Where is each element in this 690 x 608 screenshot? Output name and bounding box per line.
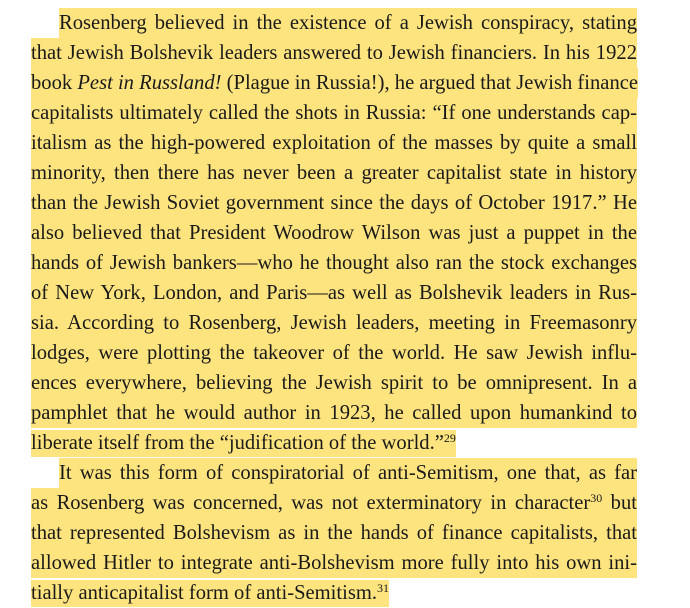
paragraph-1-line-13 — [31, 368, 637, 398]
text-segment: tially anticapitalist form of anti-Semitism. — [31, 582, 378, 604]
highlighted-text: italism as the high-powered exploitation of the masses by quite a small — [31, 128, 637, 158]
highlighted-text: Rosenberg believed in the existence of a Jewish conspiracy, stating — [59, 8, 637, 38]
paragraph-1-line-15 — [31, 428, 456, 458]
highlighted-text: allowed Hitler to integrate anti-Bolshevism more fully into his own ini- — [31, 548, 637, 578]
text-segment: book — [31, 72, 78, 94]
paragraph-1-line-9 — [31, 248, 637, 278]
footnote-marker: 29 — [443, 431, 456, 445]
highlighted-text: sia. According to Rosenberg, Jewish leaders, meeting in Freemasonry — [31, 308, 637, 338]
highlighted-text: capitalists ultimately called the shots in Russia: “If one understands cap- — [31, 98, 637, 128]
paragraph-1-line-8 — [31, 218, 637, 248]
paragraph-1-line-7 — [31, 188, 637, 218]
paragraph-1-line-6 — [31, 158, 637, 188]
highlighted-text: minority, then there has never been a greater capitalist state in history — [31, 158, 637, 188]
highlighted-text: lodges, were plotting the takeover of the world. He saw Jewish influ- — [31, 338, 637, 368]
paragraph-1-line-12 — [31, 338, 637, 368]
footnote-marker: 31 — [377, 581, 390, 595]
text-segment: but — [602, 492, 637, 514]
highlighted-text: that Jewish Bolshevik leaders answered to Jewish financiers. In his 1922 — [31, 38, 637, 68]
highlighted-text — [31, 488, 637, 518]
book-title: Pest in Russland! — [77, 72, 222, 94]
highlighted-text: It was this form of conspiratorial of anti-Semitism, one that, as far — [59, 458, 637, 488]
paragraph-2-line-4 — [31, 548, 637, 578]
paragraph-2-line-2 — [31, 488, 637, 518]
highlighted-text: ences everywhere, believing the Jewish spirit to be omnipresent. In a — [31, 368, 637, 398]
paragraph-1-line-10 — [31, 278, 637, 308]
highlighted-text: than the Jewish Soviet government since the days of October 1917.” He — [31, 188, 637, 218]
highlighted-text — [31, 580, 389, 607]
paragraph-1-line-2 — [31, 38, 637, 68]
paragraph-1-line-11 — [31, 308, 637, 338]
highlighted-text: that represented Bolshevism as in the hands of finance capitalists, that — [31, 518, 637, 548]
highlighted-text: hands of Jewish bankers—who he thought also ran the stock exchanges — [31, 248, 637, 278]
paragraph-2-line-3 — [31, 518, 637, 548]
text-segment: liberate itself from the “judification of the world.” — [31, 432, 444, 454]
text-segment: (Plague in Russia!), he argued that Jewish finance — [221, 72, 639, 94]
highlighted-text: of New York, London, and Paris—as well as Bolshevik leaders in Rus- — [31, 278, 637, 308]
text-segment: as Rosenberg was concerned, was not exterminatory in character — [31, 492, 591, 514]
highlighted-text — [31, 68, 638, 98]
paragraph-1-line-4 — [31, 98, 637, 128]
paragraph-1-line-3 — [31, 68, 637, 98]
highlighted-text: pamphlet that he would author in 1923, he called upon humankind to — [31, 398, 637, 428]
paragraph-1-line-5 — [31, 128, 637, 158]
paragraph-2-line-1 — [59, 458, 637, 488]
footnote-marker: 30 — [590, 491, 603, 505]
highlighted-text — [31, 430, 456, 457]
highlighted-text: also believed that President Woodrow Wilson was just a puppet in the — [31, 218, 637, 248]
paragraph-1-line-1 — [59, 8, 637, 38]
paragraph-1-line-14 — [31, 398, 637, 428]
